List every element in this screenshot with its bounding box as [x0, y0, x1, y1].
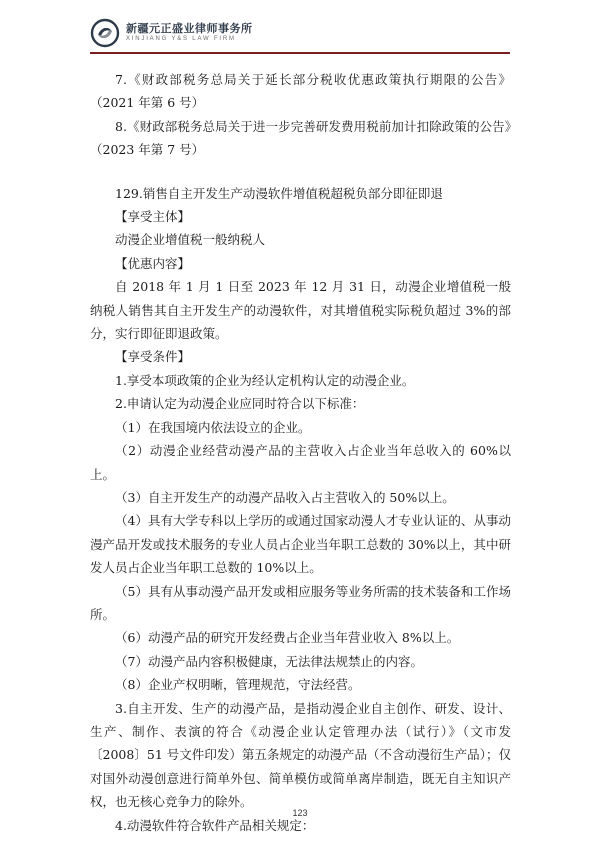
firm-logo-icon [90, 18, 120, 48]
standard-7: （7）动漫产品内容积极健康，无法律法规禁止的内容。 [115, 653, 423, 669]
standard-4: （4）具有大学专科以上学历的或通过国家动漫人才专业认证的、从事动漫产品开发或技术服务的专业人员占企业当年职工总数的 30%以上，其中研发人员占企业当年职工总数的 10%以上。 [90, 513, 511, 576]
standard-1: （1）在我国境内依法设立的企业。 [115, 419, 311, 435]
firm-name-english: XINJIANG Y&S LAW FIRM [126, 36, 236, 42]
header-divider [90, 52, 510, 54]
benefit-heading: 【优惠内容】 [115, 255, 191, 271]
section-gap [90, 162, 511, 182]
conditions-heading: 【享受条件】 [115, 349, 191, 365]
condition-1: 1.享受本项政策的企业为经认定机构认定的动漫企业。 [115, 372, 415, 388]
standard-8: （8）企业产权明晰，管理规范，守法经营。 [115, 677, 361, 693]
standard-2: （2）动漫企业经营动漫产品的主营收入占企业当年总收入的 60%以上。 [90, 443, 511, 482]
page-number: 123 [292, 808, 308, 818]
standard-3: （3）自主开发生产的动漫产品收入占主营收入的 50%以上。 [115, 489, 455, 505]
subject-text: 动漫企业增值税一般纳税人 [115, 232, 266, 248]
page-header [90, 18, 510, 52]
condition-2: 2.申请认定为动漫企业应同时符合以下标准： [115, 396, 365, 412]
document-body [90, 68, 511, 837]
item-title: 129.销售自主开发生产动漫软件增值税超税负部分即征即退 [115, 185, 443, 201]
standard-5: （5）具有从事动漫产品开发或相应服务等业务所需的技术装备和工作场所。 [90, 583, 511, 622]
benefit-text: 自 2018 年 1 月 1 日至 2023 年 12 月 31 日，动漫企业增值税一般纳税人销售其自主开发生产的动漫软件，对其增值税实际税负超过 3%的部分，实行即征即退政策。 [90, 279, 511, 342]
standard-6: （6）动漫产品的研究开发经费占企业当年营业收入 8%以上。 [115, 630, 460, 646]
reference-8: 8.《财政部税务总局关于进一步完善研发费用税前加计扣除政策的公告》（2023 年第 7 号） [90, 118, 511, 158]
firm-name-chinese: 新疆元正盛业律师事务所 [126, 22, 253, 35]
reference-7: 7.《财政部税务总局关于延长部分税收优惠政策执行期限的公告》（2021 年第 6 号） [90, 72, 511, 111]
subject-heading: 【享受主体】 [115, 209, 191, 225]
condition-4: 4.动漫软件符合软件产品相关规定： [115, 817, 315, 833]
condition-3: 3.自主开发、生产的动漫产品，是指动漫企业自主创作、研发、设计、生产、制作、表演的符合《动漫企业认定管理办法（试行）》（文市发〔2008〕51 号文件印发）第五条规定的动漫产品（不含动漫衍生产品）；仅对国外动漫创意进行简单外包、简单模仿或简单离岸制造，既无自主知识产权，也无核心竞争力的除外。 [90, 700, 511, 810]
